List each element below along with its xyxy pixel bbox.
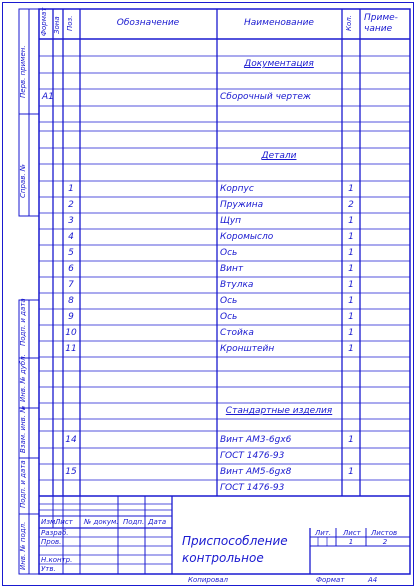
standard-pos: 14 bbox=[65, 435, 77, 445]
detail-qty: 1 bbox=[348, 280, 354, 290]
detail-name: Винт bbox=[220, 264, 244, 274]
standard-name-line2: ГОСТ 1476-93 bbox=[220, 451, 285, 461]
detail-pos: 8 bbox=[68, 296, 74, 306]
tb-listov-value: 2 bbox=[382, 538, 388, 546]
tb-doc-no: № докум. bbox=[84, 518, 119, 526]
detail-qty: 1 bbox=[348, 328, 354, 338]
footer-format-value: А4 bbox=[368, 576, 378, 584]
header-pos: Поз. bbox=[66, 15, 74, 31]
tb-n-kontr: Н.контр. bbox=[41, 556, 73, 564]
standard-pos: 15 bbox=[65, 467, 77, 477]
header-name: Наименование bbox=[244, 18, 314, 28]
detail-pos: 6 bbox=[68, 264, 74, 274]
tb-list-value: 1 bbox=[348, 538, 354, 546]
detail-name: Корпус bbox=[220, 184, 254, 194]
margin-inv-podl: Инв. № подл. bbox=[19, 521, 27, 570]
assembly-format: А1 bbox=[42, 92, 54, 102]
detail-pos: 1 bbox=[68, 184, 74, 194]
header-qty: Кол. bbox=[345, 15, 353, 31]
standard-name-line1: Винт АМ3-6gх6 bbox=[220, 435, 292, 445]
margin-sprav-no: Справ. № bbox=[19, 163, 27, 198]
tb-list-label: Лист bbox=[343, 529, 361, 537]
tb-list: Лист bbox=[55, 518, 73, 526]
tb-listov: Листов bbox=[371, 529, 398, 537]
detail-qty: 1 bbox=[348, 232, 354, 242]
tb-izm: Изм. bbox=[41, 518, 58, 526]
detail-pos: 5 bbox=[68, 248, 74, 258]
assembly-name: Сборочный чертеж bbox=[220, 92, 312, 102]
detail-name: Ось bbox=[220, 296, 238, 306]
document-title-line2: контрольное bbox=[182, 551, 264, 565]
detail-name: Стойка bbox=[220, 328, 254, 338]
detail-pos: 7 bbox=[68, 280, 74, 290]
detail-name: Втулка bbox=[220, 280, 254, 290]
margin-vzam-inv: Взам. инв. № bbox=[19, 405, 27, 453]
section-details: Детали bbox=[261, 151, 297, 161]
tb-utv: Утв. bbox=[41, 565, 56, 573]
detail-qty: 1 bbox=[348, 216, 354, 226]
header-format: Формат bbox=[40, 7, 48, 36]
tb-data: Дата bbox=[148, 518, 167, 526]
margin-perv-primen: Перв. примен. bbox=[19, 45, 27, 98]
detail-name: Ось bbox=[220, 248, 238, 258]
margin-podp-data-1: Подп. и дата bbox=[19, 298, 27, 346]
detail-qty: 1 bbox=[348, 184, 354, 194]
detail-name: Коромысло bbox=[220, 232, 274, 242]
detail-qty: 1 bbox=[348, 312, 354, 322]
tb-lit: Лит. bbox=[315, 529, 332, 537]
section-documentation: Документация bbox=[244, 59, 314, 69]
footer-copied: Копировал bbox=[188, 576, 228, 584]
standard-qty: 1 bbox=[348, 435, 354, 445]
detail-qty: 1 bbox=[348, 344, 354, 354]
detail-name: Пружина bbox=[220, 200, 264, 210]
detail-name: Кронштейн bbox=[220, 344, 275, 354]
footer-format-label: Формат bbox=[316, 576, 345, 584]
detail-pos: 10 bbox=[65, 328, 77, 338]
header-note: Приме- чание bbox=[364, 13, 398, 35]
section-standard: Стандартные изделия bbox=[225, 406, 333, 416]
document-title-line1: Приспособление bbox=[182, 534, 288, 548]
margin-inv-dubl: Инв. № дубл. bbox=[19, 354, 27, 402]
detail-qty: 1 bbox=[348, 264, 354, 274]
detail-qty: 1 bbox=[348, 248, 354, 258]
standard-name-line1: Винт АМ5-6gх8 bbox=[220, 467, 292, 477]
header-designation: Обозначение bbox=[116, 18, 180, 28]
detail-pos: 2 bbox=[68, 200, 74, 210]
header-zone: Зона bbox=[53, 16, 61, 34]
detail-name: Ось bbox=[220, 312, 238, 322]
tb-podp: Подп. bbox=[123, 518, 145, 526]
margin-podp-data-2: Подп. и дата bbox=[19, 460, 27, 508]
detail-qty: 2 bbox=[348, 200, 354, 210]
standard-name-line2: ГОСТ 1476-93 bbox=[220, 483, 285, 493]
detail-pos: 3 bbox=[68, 216, 74, 226]
detail-name: Щуп bbox=[220, 216, 242, 226]
detail-pos: 11 bbox=[65, 344, 77, 354]
detail-pos: 4 bbox=[68, 232, 74, 242]
detail-pos: 9 bbox=[68, 312, 74, 322]
detail-qty: 1 bbox=[348, 296, 354, 306]
tb-razrab: Разраб. bbox=[41, 529, 69, 537]
standard-qty: 1 bbox=[348, 467, 354, 477]
tb-prov: Пров. bbox=[41, 538, 62, 546]
